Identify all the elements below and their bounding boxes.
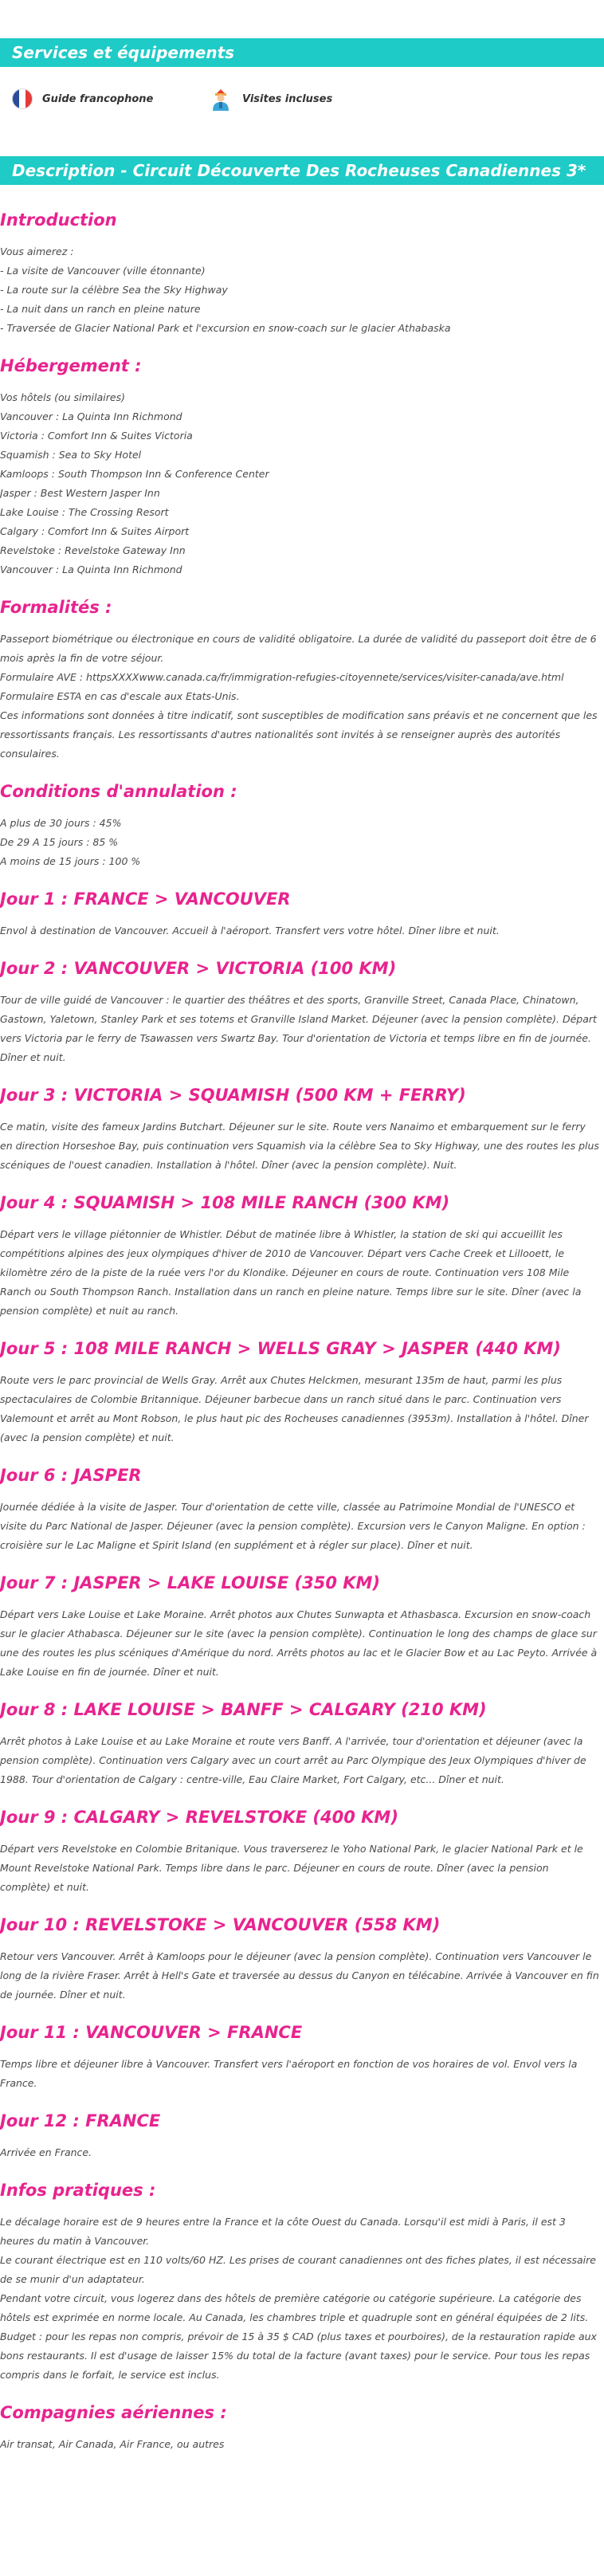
section-text: Retour vers Vancouver. Arrêt à Kamloops pour le déjeuner (avec la pension complète). Continuation vers Vancouver le long de la rivière Fraser. Arrêt à Hell's Gate et traversée au dessus du Canyon en télécabine. Arrivée à Vancouver en fin de journée. Dîner et nuit. xyxy=(0,1950,599,2001)
service-item-visits xyxy=(209,83,332,115)
section-title: Jour 8 : LAKE LOUISE > BANFF > CALGARY (210 KM) xyxy=(0,1700,487,1719)
section-title: Jour 6 : JASPER xyxy=(0,1466,142,1485)
section-jour-7 xyxy=(0,1555,599,1682)
services-banner: Services et équipements xyxy=(0,38,604,67)
section-text: Arrêt photos à Lake Louise et au Lake Moraine et route vers Banff. A l'arrivée, tour d'orientation et déjeuner (avec la pension complète). Continuation vers Calgary avec un court arrêt au Parc Olympique des Jeux Olympiques d'hiver de 1988. Tour d'orientation de Calgary : centre-ville, Eau Claire Market, Fort Calgary, etc... Dîner et nuit. xyxy=(0,1735,586,1785)
description-content xyxy=(0,191,599,2454)
section-title: Hébergement : xyxy=(0,356,142,375)
section-jour-2 xyxy=(0,940,599,1067)
section-title: Jour 9 : CALGARY > REVELSTOKE (400 KM) xyxy=(0,1808,398,1827)
section-text: Temps libre et déjeuner libre à Vancouver. Transfert vers l'aéroport en fonction de vos horaires de vol. Envol vers la France. xyxy=(0,2058,578,2089)
section-title: Jour 4 : SQUAMISH > 108 MILE RANCH (300 KM) xyxy=(0,1193,450,1212)
section-title: Conditions d'annulation : xyxy=(0,782,237,801)
service-item-guide xyxy=(12,83,153,115)
section-jour-9 xyxy=(0,1789,599,1897)
section-title: Jour 10 : REVELSTOKE > VANCOUVER (558 KM) xyxy=(0,1915,441,1934)
section-text: Tour de ville guidé de Vancouver : le quartier des théâtres et des sports, Granville Street, Canada Place, Chinatown, Gastown, Yaletown, Stanley Park et ses totems et Granville Island Market. Déjeuner (avec la pension complète). Départ vers Victoria par le ferry de Tsawassen vers Swartz Bay. Tour d'orientation de Victoria et temps libre en fin de journée. Dîner et nuit. xyxy=(0,994,597,1063)
section-jour-6 xyxy=(0,1447,599,1555)
section-infos-pratiques xyxy=(0,2162,599,2385)
section-text: Ce matin, visite des fameux Jardins Butchart. Déjeuner sur le site. Route vers Nanaimo et embarquement sur le ferry en direction Horseshoe Bay, puis continuation vers Squamish via la célèbre Sea to Sky Highway, une des routes les plus scéniques de l'ouest canadien. Installation à l'hôtel. Dîner (avec la pension complète). Nuit. xyxy=(0,1121,599,1171)
section-title: Jour 3 : VICTORIA > SQUAMISH (500 KM + FERRY) xyxy=(0,1086,466,1105)
section-text: Départ vers Revelstoke en Colombie Britanique. Vous traverserez le Yoho National Park, le glacier National Park et le Mount Revelstoke National Park. Temps libre dans le parc. Déjeuner en cours de route. Dîner (avec la pension complète) et nuit. xyxy=(0,1843,583,1893)
section-annulation xyxy=(0,764,599,871)
section-text: Le décalage horaire est de 9 heures entre la France et la côte Ouest du Canada. Lorsqu'il est midi à Paris, il est 3 heures du matin à Vancouver. Le courant électrique est en 110 volts/60 HZ. Les prises de courant canadiennes ont des fiches plates, il est nécessaire de se munir d'un adaptateur. Pendant votre circuit, vous logerez dans des hôtels de première catégorie ou catégorie supérieure. La catégorie des hôtels est exprimée en norme locale. Au Canada, les chambres triple et quadruple sont en général équipées de 2 lits. Budget : pour les repas non compris, prévoir de 15 à 35 $ CAD (plus taxes et pourboires), de la restauration rapide aux bons restaurants. Il est d'usage de laisser 15% du total de la facture (avant taxes) pour le service. Pour tous les repas compris dans le forfait, le service est inclus. xyxy=(0,2216,597,2381)
section-jour-5 xyxy=(0,1321,599,1447)
section-text: Vous aimerez : - La visite de Vancouver (ville étonnante) - La route sur la célèbre Sea the Sky Highway - La nuit dans un ranch en pleine nature - Traversée de Glacier National Park et l'excursion en snow-coach sur le glacier Athabaska xyxy=(0,245,451,334)
section-title: Jour 5 : 108 MILE RANCH > WELLS GRAY > JASPER (440 KM) xyxy=(0,1339,561,1358)
section-introduction xyxy=(0,191,599,338)
section-text: Arrivée en France. xyxy=(0,2146,92,2158)
section-formalites xyxy=(0,579,599,764)
section-title: Infos pratiques : xyxy=(0,2181,156,2200)
section-text: Départ vers Lake Louise et Lake Moraine. Arrêt photos aux Chutes Sunwapta et Athasbasca. Excursion en snow-coach sur le glacier Athabasca. Déjeuner sur le site (avec la pension complète). Continuation le long des champs de glace sur une des routes les plus scéniques d'Amérique du nord. Arrêts photos au lac et le Glacier Bow et au Lac Peyto. Arrivée à Lake Louise en fin de journée. Dîner et nuit. xyxy=(0,1608,598,1678)
french-flag-icon xyxy=(12,88,33,109)
section-title: Formalités : xyxy=(0,598,112,617)
section-jour-4 xyxy=(0,1175,599,1321)
section-text: Départ vers le village piétonnier de Whistler. Début de matinée libre à Whistler, la station de ski qui accueillit les compétitions alpines des jeux olympiques d'hiver de 2010 de Vancouver. Départ vers Cache Creek et Lillooett, le kilomètre zéro de la piste de la ruée vers l'or du Klondike. Déjeuner en cours de route. Continuation vers 108 Mile Ranch ou South Thompson Ranch. Installation dans un ranch en pleine nature. Temps libre sur le site. Dîner (avec la pension complète) et nuit au ranch. xyxy=(0,1228,582,1317)
service-label: Visites incluses xyxy=(242,92,333,105)
section-text: Passeport biométrique ou électronique en cours de validité obligatoire. La durée de validité du passeport doit être de 6 mois après la fin de votre séjour. Formulaire AVE : httpsXXXXwww.canada.ca/fr/immigration-refugies-citoyennete/services/visiter-canada/ave.html Formulaire ESTA en cas d'escale aux Etats-Unis. Ces informations sont données à titre indicatif, sont susceptibles de modification sans préavis et ne concernent que les ressortissants français. Les ressortissants d'autres nationalités sont invités à se renseigner auprès des autorités consulaires. xyxy=(0,633,598,760)
section-text: A plus de 30 jours : 45% De 29 A 15 jours : 85 % A moins de 15 jours : 100 % xyxy=(0,817,141,867)
section-title: Jour 2 : VANCOUVER > VICTORIA (100 KM) xyxy=(0,959,397,978)
description-banner: Description - Circuit Découverte Des Rocheuses Canadiennes 3* xyxy=(0,156,604,185)
section-text: Route vers le parc provincial de Wells Gray. Arrêt aux Chutes Helckmen, mesurant 135m de haut, parmi les plus spectaculaires de Colombie Britannique. Déjeuner barbecue dans un ranch situé dans le parc. Continuation vers Valemount et arrêt au Mont Robson, le plus haut pic des Rocheuses canadiennes (3953m). Installation à l'hôtel. Dîner (avec la pension complète) et nuit. xyxy=(0,1374,589,1443)
section-title: Jour 11 : VANCOUVER > FRANCE xyxy=(0,2023,303,2042)
section-title: Compagnies aériennes : xyxy=(0,2403,227,2422)
section-compagnies xyxy=(0,2385,599,2454)
section-jour-3 xyxy=(0,1067,599,1175)
section-jour-12 xyxy=(0,2093,599,2162)
section-title: Jour 1 : FRANCE > VANCOUVER xyxy=(0,889,291,909)
guide-person-icon xyxy=(209,87,233,111)
section-title: Introduction xyxy=(0,210,117,230)
section-text: Journée dédiée à la visite de Jasper. Tour d'orientation de cette ville, classée au Patrimoine Mondial de l'UNESCO et visite du Parc National de Jasper. Déjeuner (avec la pension complète). Excursion vers le Canyon Maligne. En option : croisière sur le Lac Maligne et Spirit Island (en supplément et à régler sur place). Dîner et nuit. xyxy=(0,1501,586,1551)
services-list xyxy=(0,83,604,115)
section-jour-11 xyxy=(0,2005,599,2093)
service-label: Guide francophone xyxy=(42,92,154,105)
section-title: Jour 12 : FRANCE xyxy=(0,2111,161,2130)
section-text: Envol à destination de Vancouver. Accueil à l'aéroport. Transfert vers votre hôtel. Dîner libre et nuit. xyxy=(0,925,500,937)
section-text: Air transat, Air Canada, Air France, ou autres xyxy=(0,2438,225,2450)
section-text: Vos hôtels (ou similaires) Vancouver : La Quinta Inn Richmond Victoria : Comfort Inn & Suites Victoria Squamish : Sea to Sky Hotel Kamloops : South Thompson Inn & Conference Center Jasper : Best Western Jasper Inn Lake Louise : The Crossing Resort Calgary : Comfort Inn & Suites Airport Revelstoke : Revelstoke Gateway Inn Vancouver : La Quinta Inn Richmond xyxy=(0,391,269,575)
section-jour-8 xyxy=(0,1682,599,1789)
section-hebergement xyxy=(0,338,599,579)
section-title: Jour 7 : JASPER > LAKE LOUISE (350 KM) xyxy=(0,1573,381,1592)
section-jour-1 xyxy=(0,871,599,940)
section-jour-10 xyxy=(0,1897,599,2005)
